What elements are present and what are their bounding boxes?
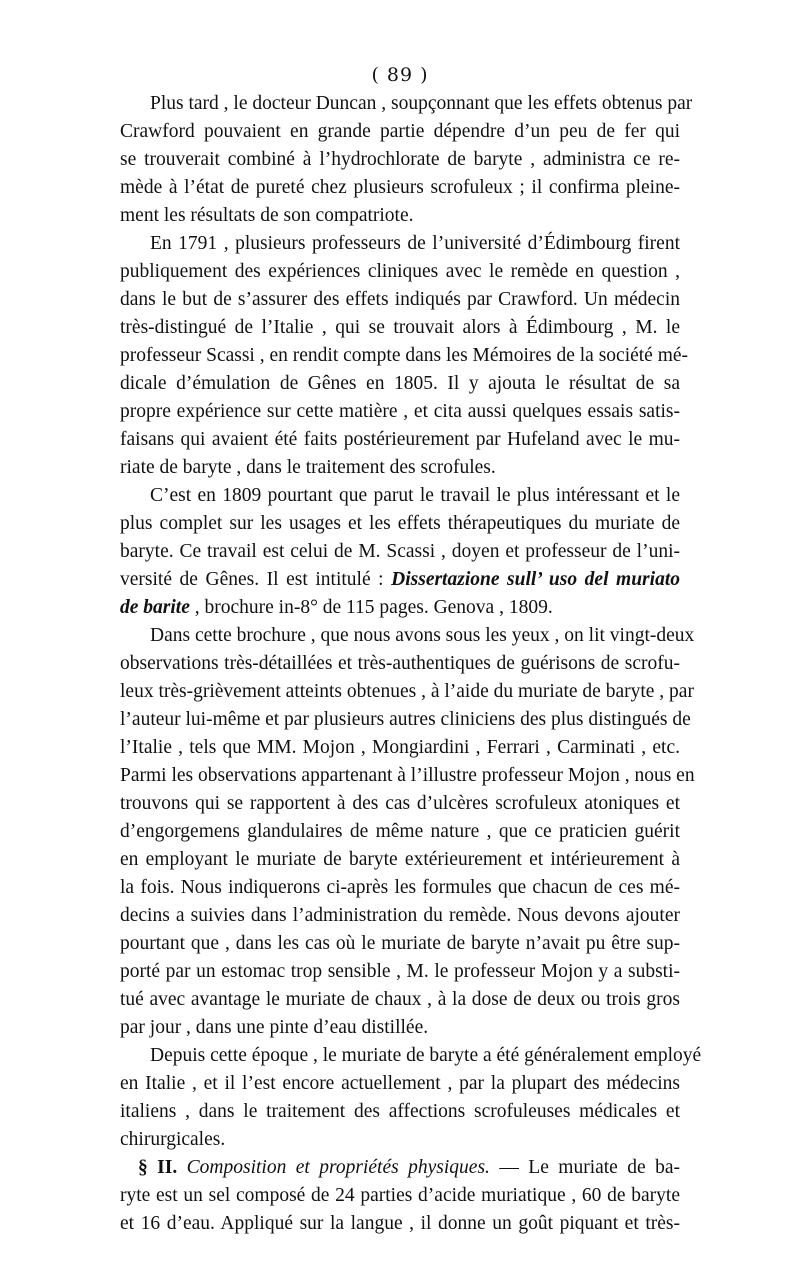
text-line: ryte est un sel composé de 24 parties d’acide muriatique , 60 de baryte (120, 1185, 680, 1206)
text-line: Crawford pouvaient en grande partie dépendre d’un peu de fer qui (120, 121, 680, 142)
text-line: porté par un estomac trop sensible , M. le professeur Mojon y a substi- (120, 961, 680, 982)
text-line: se trouverait combiné à l’hydrochlorate de baryte , administra ce re- (120, 149, 680, 170)
section-mark: § II. (138, 1157, 178, 1178)
text-line: ment les résultats de son compatriote. (120, 205, 414, 226)
body-text (120, 90, 702, 1238)
text-line: l’auteur lui-même et par plusieurs autres cliniciens des plus distingués de (120, 709, 691, 730)
text-line: de barite , brochure in-8° de 115 pages. Genova , 1809. (120, 597, 553, 618)
text-line: par jour , dans une pinte d’eau distillée. (120, 1017, 429, 1038)
text-line: tué avec avantage le muriate de chaux , à la dose de deux ou trois gros (120, 989, 680, 1010)
text-line: publiquement des expériences cliniques avec le remède en question , (120, 261, 680, 282)
page-number: ( 89 ) (371, 64, 429, 86)
text-line: dicale d’émulation de Gênes en 1805. Il y ajouta le résultat de sa (120, 373, 680, 394)
text-line-with-title (120, 566, 680, 594)
text-line: chirurgicales. (120, 1129, 226, 1150)
text-line: riate de baryte , dans le traitement des scrofules. (120, 457, 496, 478)
text-line: decins a suivies dans l’administration du remède. Nous devons ajouter (120, 905, 680, 926)
section-2 (120, 1154, 680, 1238)
text-line: et 16 d’eau. Appliqué sur la langue , il donne un goût piquant et très- (120, 1213, 680, 1234)
paragraph-3 (120, 482, 680, 622)
text-line: Depuis cette époque , le muriate de baryte a été généralement employé (150, 1045, 702, 1066)
text-segment: versité de Gênes. Il est intitulé : (120, 569, 392, 590)
paragraph-1 (120, 90, 693, 230)
text-line: professeur Scassi , en rendit compte dans les Mémoires de la société mé- (120, 345, 689, 366)
text-segment: — Le muriate de ba- (489, 1157, 680, 1178)
text-line: C’est en 1809 pourtant que parut le travail le plus intéressant et le (150, 485, 680, 506)
book-title: Dissertazione sull’ uso del muriato (391, 569, 680, 590)
section-title: Composition et propriétés physiques. (186, 1157, 490, 1178)
text-line: d’engorgemens glandulaires de même nature , que ce praticien guérit (120, 821, 680, 842)
text-line: la fois. Nous indiquerons ci-après les formules que chacun de ces mé- (120, 877, 680, 898)
text-line: Plus tard , le docteur Duncan , soupçonnant que les effets obtenus par (150, 93, 693, 114)
text-line: Parmi les observations appartenant à l’illustre professeur Mojon , nous en (120, 765, 695, 786)
text-line: observations très-détaillées et très-authentiques de guérisons de scrofu- (120, 653, 680, 674)
section-heading-line (120, 1154, 680, 1182)
text-line: l’Italie , tels que MM. Mojon , Mongiardini , Ferrari , Carminati , etc. (120, 737, 680, 758)
text-line: En 1791 , plusieurs professeurs de l’université d’Édimbourg firent (150, 233, 680, 254)
text-line: en Italie , et il l’est encore actuellement , par la plupart des médecins (120, 1073, 680, 1094)
text-line: pourtant que , dans les cas où le muriate de baryte n’avait pu être sup- (120, 933, 680, 954)
paragraph-5 (120, 1042, 702, 1154)
text-line: faisans qui avaient été faits postérieurement par Hufeland avec le mu- (120, 429, 680, 450)
text-line: dans le but de s’assurer des effets indiqués par Crawford. Un médecin (120, 289, 680, 310)
text-line: italiens , dans le traitement des affections scrofuleuses médicales et (120, 1101, 680, 1122)
text-line: mède à l’état de pureté chez plusieurs scrofuleux ; il confirma pleine- (120, 177, 680, 198)
book-title-continued: de barite (120, 597, 190, 618)
text-line: en employant le muriate de baryte extérieurement et intérieurement à (120, 849, 680, 870)
text-line: propre expérience sur cette matière , et cita aussi quelques essais satis- (120, 401, 680, 422)
text-line: très-distingué de l’Italie , qui se trouvait alors à Édimbourg , M. le (120, 317, 680, 338)
paragraph-4 (120, 622, 695, 1042)
paragraph-2 (120, 230, 689, 482)
text-line: baryte. Ce travail est celui de M. Scassi , doyen et professeur de l’uni- (120, 541, 680, 562)
text-line: plus complet sur les usages et les effets thérapeutiques du muriate de (120, 513, 680, 534)
text-line: Dans cette brochure , que nous avons sous les yeux , on lit vingt-deux (150, 625, 695, 646)
text-line: leux très-grièvement atteints obtenues , à l’aide du muriate de baryte , par (120, 681, 694, 702)
text-line: trouvons qui se rapportent à des cas d’ulcères scrofuleux atoniques et (120, 793, 680, 814)
